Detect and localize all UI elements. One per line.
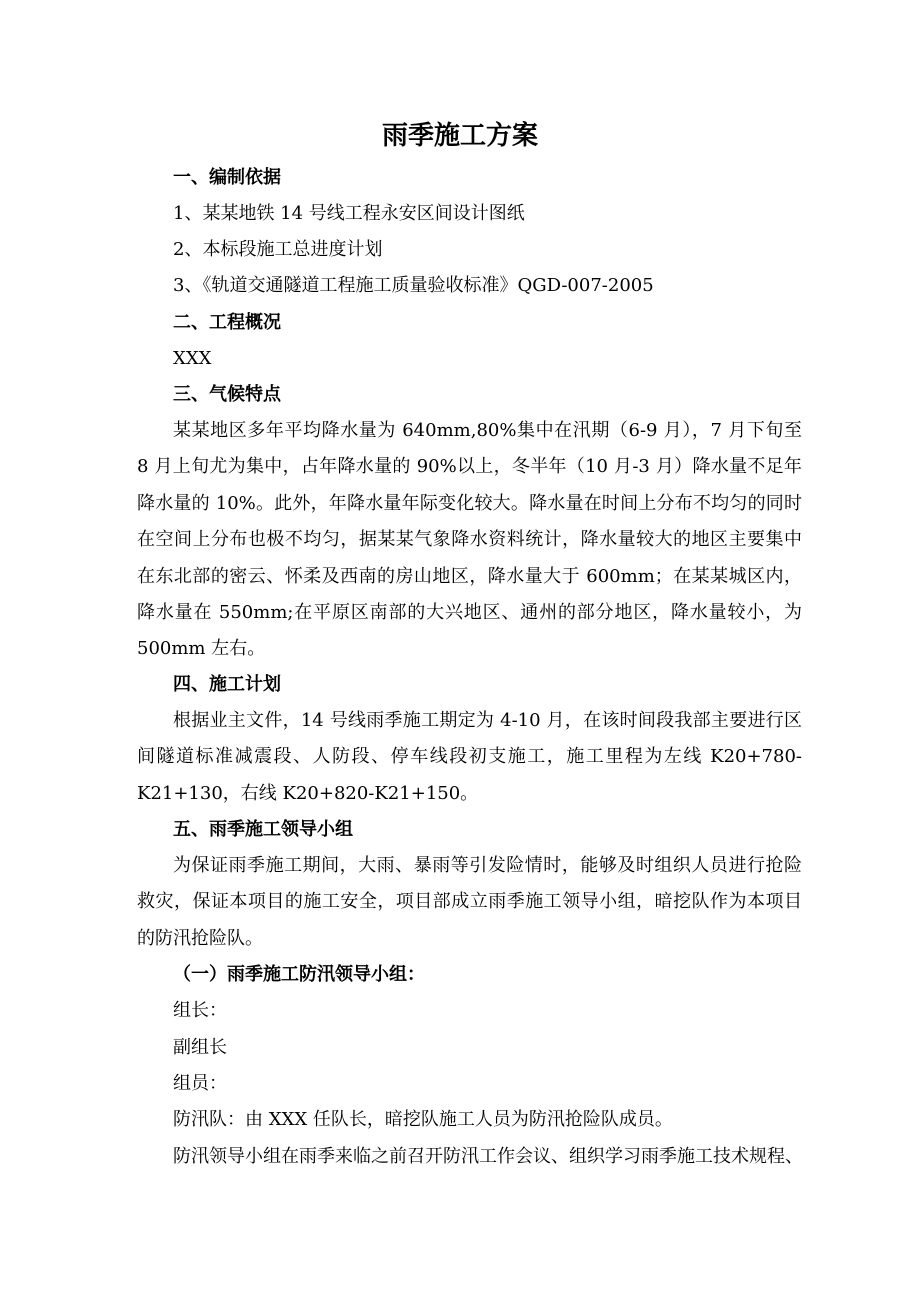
basis-item-3: 3、《轨道交通隧道工程施工质量验收标准》QGD-007-2005 (173, 275, 654, 296)
group-members-line: 组员： (173, 1073, 227, 1094)
closing-line: 防汛领导小组在雨季来临之前召开防汛工作会议、组织学习雨季施工技术规程、 (173, 1146, 803, 1167)
group-leader-line: 组长： (173, 1000, 227, 1021)
flood-team-line: 防汛队：由 XXX 任队长，暗挖队施工人员为防汛抢险队成员。 (173, 1109, 673, 1130)
basis-item-2: 2、本标段施工总进度计划 (173, 239, 383, 260)
document-title: 雨季施工方案 (381, 121, 538, 151)
overview-text: XXX (173, 348, 212, 369)
basis-item-1: 1、某某地铁 14 号线工程永安区间设计图纸 (173, 203, 525, 224)
plan-paragraph: 根据业主文件，14 号线雨季施工期定为 4-10 月，在该时间段我部主要进行区间隧道标准减震段、人防段、停车线段初支施工，施工里程为左线 K20+780-K21+130，右线 K20+820-K21+150。 (137, 710, 802, 804)
section-heading-plan: 四、施工计划 (173, 674, 281, 695)
section-heading-leadership: 五、雨季施工领导小组 (173, 819, 353, 840)
subsection-heading-flood-group: （一）雨季施工防汛领导小组： (173, 964, 425, 985)
group-deputy-line: 副组长 (173, 1037, 227, 1058)
section-heading-overview: 二、工程概况 (173, 312, 281, 333)
leadership-paragraph: 为保证雨季施工期间，大雨、暴雨等引发险情时，能够及时组织人员进行抢险救灾，保证本项目的施工安全，项目部成立雨季施工领导小组，暗挖队作为本项目的防汛抢险队。 (137, 855, 802, 949)
climate-paragraph: 某某地区多年平均降水量为 640mm,80%集中在汛期（6-9 月），7 月下旬至 8 月上旬尤为集中，占年降水量的 90%以上，冬半年（10 月-3 月）降水量不足年降水量的 10%。此外，年降水量年际变化较大。降水量在时间上分布不均匀的同时在空间上分布也极不均匀，据某某气象降水资料统计，降水量较大的地区主要集中在东北部的密云、怀柔及西南的房山地区，降水量大于 600mm；在某某城区内，降水量在 550mm;在平原区南部的大兴地区、通州的部分地区，降水量较小，为 500mm 左右。 (137, 420, 802, 660)
section-heading-basis: 一、编制依据 (173, 167, 281, 188)
section-heading-climate: 三、气候特点 (173, 384, 281, 405)
